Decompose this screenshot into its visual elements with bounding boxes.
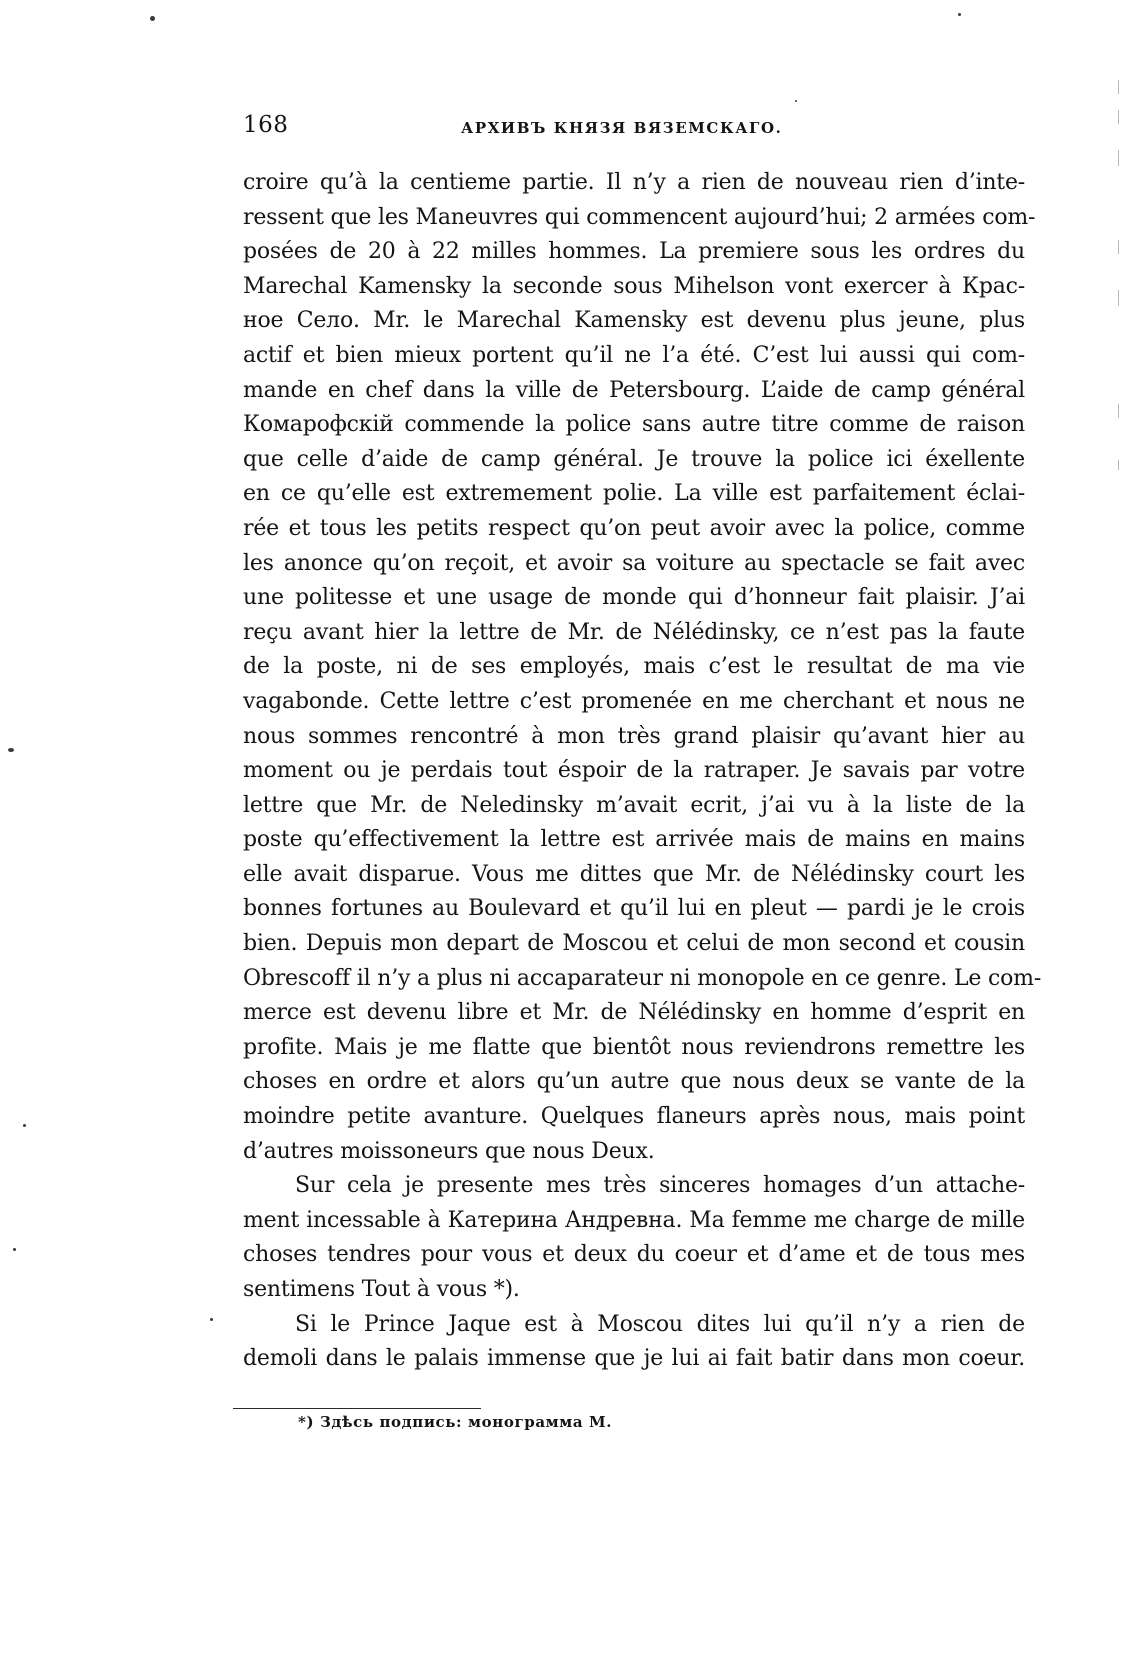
text-line: moindre petite avanture. Quelques flaneurs après nous, mais point (243, 1104, 1025, 1130)
footnote-divider (233, 1408, 481, 1409)
paragraph-end-line: d’autres moissoneurs que nous Deux. (243, 1138, 655, 1164)
paragraph-end-line: sentimens Tout à vous *). (243, 1277, 520, 1302)
page-header (243, 112, 1023, 148)
text-line: croire qu’à la centieme partie. Il n’y a rien de nouveau rien d’inte- (243, 170, 1025, 195)
text-line: poste qu’effectivement la lettre est arrivée mais de mains en mains (243, 827, 1025, 853)
paragraph-start-line: Si le Prince Jaque est à Moscou dites lui qu’il n’y a rien de (295, 1311, 1025, 1337)
scan-speck (23, 1124, 26, 1127)
scan-edge-mark (1118, 404, 1119, 418)
scan-speck (795, 100, 797, 102)
text-line: de la poste, ni de ses employés, mais c’est le resultat de ma vie (243, 654, 1025, 680)
text-line: lettre que Mr. de Neledinsky m’avait ecrit, j’ai vu à la liste de la (243, 792, 1025, 818)
footnote: *) Здѣсь подпись: монограмма М. (298, 1413, 613, 1431)
text-line: choses tendres pour vous et deux du coeur et d’ame et de tous mes (243, 1242, 1025, 1268)
page-number: 168 (243, 112, 289, 138)
scan-speck (958, 13, 961, 16)
text-line: actif et bien mieux portent qu’il ne l’a été. C’est lui aussi qui com- (243, 342, 1025, 368)
text-line: demoli dans le palais immense que je lui ai fait batir dans mon coeur. (243, 1346, 1025, 1372)
text-line: bonnes fortunes au Boulevard et qu’il lui en pleut — pardi je le crois (243, 896, 1025, 922)
text-line: mande en chef dans la ville de Petersbourg. L’aide de camp général (243, 377, 1025, 403)
scan-edge-mark (1118, 150, 1119, 166)
running-head: АРХИВЪ КНЯЗЯ ВЯЗЕМСКАГО. (461, 119, 783, 137)
paragraph-start-line: Sur cela je presente mes très sinceres homages d’un attache- (295, 1173, 1025, 1199)
text-line: choses en ordre et alors qu’un autre que nous deux se vante de la (243, 1069, 1025, 1095)
scan-edge-mark (1118, 460, 1119, 470)
scan-speck (210, 1318, 213, 1321)
text-line: profite. Mais je me flatte que bientôt nous reviendrons remettre les (243, 1034, 1025, 1060)
body-text (243, 166, 1042, 1377)
scan-speck (150, 16, 155, 21)
text-line: moment ou je perdais tout éspoir de la ratraper. Je savais par votre (243, 758, 1025, 784)
text-line: une politesse et une usage de monde qui d’honneur fait plaisir. J’ai (243, 585, 1025, 611)
scan-edge-mark (1118, 80, 1119, 94)
text-line: vagabonde. Cette lettre c’est promenée en me cherchant et nous ne (243, 688, 1025, 714)
text-line: elle avait disparue. Vous me dittes que Mr. de Nélédinsky court les (243, 861, 1025, 887)
text-line: ressent que les Maneuvres qui commencent aujourd’hui; 2 armées com- (243, 204, 1036, 230)
text-line: Комарофскій commende la police sans autre titre comme de raison (243, 412, 1025, 438)
scan-speck (13, 1248, 16, 1251)
text-line: merce est devenu libre et Mr. de Nélédinsky en homme d’esprit en (243, 1000, 1025, 1026)
scan-edge-mark (1118, 290, 1119, 306)
scan-edge-mark (1118, 110, 1119, 124)
text-line: en ce qu’elle est extremement polie. La ville est parfaitement éclai- (243, 481, 1025, 507)
text-line: ment incessable à Катерина Андревна. Ma femme me charge de mille (243, 1207, 1025, 1233)
text-line: Marechal Kamensky la seconde sous Mihelson vont exercer à Крас- (243, 273, 1025, 299)
text-line: rée et tous les petits respect qu’on peut avoir avec la police, comme (243, 515, 1025, 541)
scan-speck (8, 748, 14, 752)
text-line: nous sommes rencontré à mon très grand plaisir qu’avant hier au (243, 723, 1025, 749)
text-line: posées de 20 à 22 milles hommes. La premiere sous les ordres du (243, 239, 1025, 265)
scan-edge-mark (1118, 240, 1119, 254)
text-line: Obrescoff il n’y a plus ni accaparateur ni monopole en ce genre. Le com- (243, 965, 1042, 991)
text-line: les anonce qu’on reçoit, et avoir sa voiture au spectacle se fait avec (243, 550, 1025, 576)
text-line: que celle d’aide de camp général. Je trouve la police ici éxellente (243, 446, 1025, 472)
text-line: bien. Depuis mon depart de Moscou et celui de mon second et cousin (243, 931, 1025, 957)
text-line: ное Село. Mr. le Marechal Kamensky est devenu plus jeune, plus (243, 308, 1025, 334)
text-line: reçu avant hier la lettre de Mr. de Nélédinsky, ce n’est pas la faute (243, 619, 1025, 645)
